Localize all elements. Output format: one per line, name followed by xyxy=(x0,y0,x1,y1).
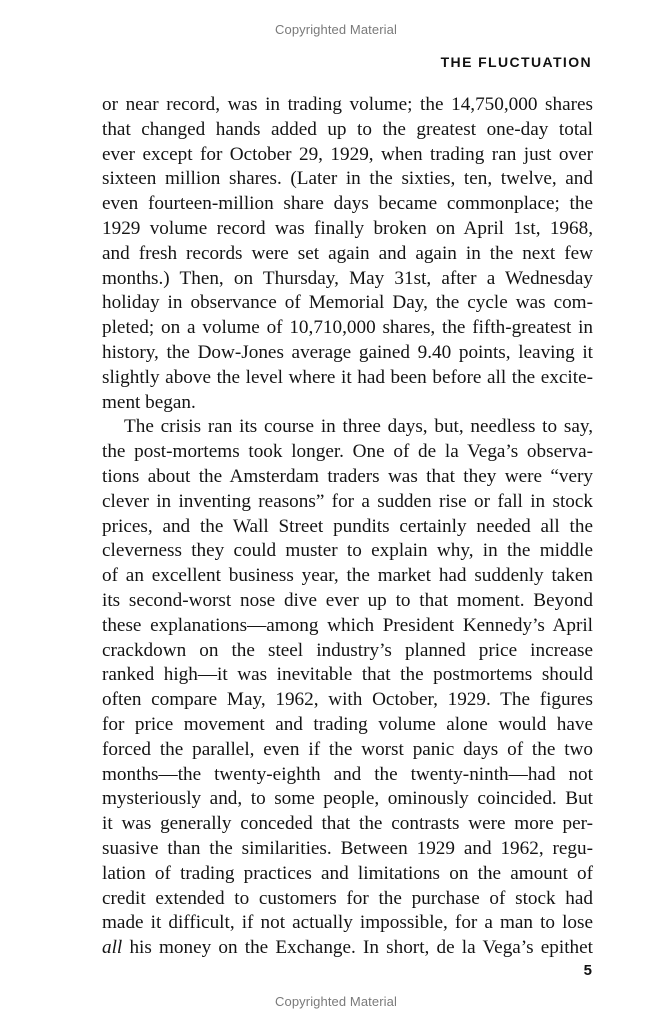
page-number: 5 xyxy=(583,962,592,979)
text-line: it was generally conceded that the contrasts were more per- xyxy=(102,813,593,835)
text-line: ranked high—it was inevitable that the postmortems should xyxy=(102,664,593,686)
text-line: holiday in observance of Memorial Day, the cycle was com- xyxy=(102,292,593,314)
text-line: its second-worst nose dive ever up to that moment. Beyond xyxy=(102,589,593,611)
text-line-final xyxy=(102,936,593,961)
text-line: cleverness they could muster to explain why, in the middle xyxy=(102,540,593,562)
text-line: made it difficult, if not actually impossible, for a man to lose xyxy=(102,912,593,934)
text-line: credit extended to customers for the purchase of stock had xyxy=(102,887,593,909)
italic-emphasis: all xyxy=(102,937,123,959)
text-line: months.) Then, on Thursday, May 31st, after a Wednesday xyxy=(102,267,593,289)
text-line: often compare May, 1962, with October, 1929. The figures xyxy=(102,689,593,711)
text-line: forced the parallel, even if the worst panic days of the two xyxy=(102,738,593,760)
text-line: these explanations—among which President Kennedy’s April xyxy=(102,614,593,636)
text-line: the post-mortems took longer. One of de la Vega’s observa- xyxy=(102,441,593,463)
text-line: 1929 volume record was finally broken on April 1st, 1968, xyxy=(102,217,593,239)
text-line: pleted; on a volume of 10,710,000 shares, the fifth-greatest in xyxy=(102,317,593,339)
text-line: or near record, was in trading volume; the 14,750,000 shares xyxy=(102,94,593,115)
text-line: of an excellent business year, the market had suddenly taken xyxy=(102,565,593,587)
text-line: and fresh records were set again and again in the next few xyxy=(102,242,593,264)
text-line: ever except for October 29, 1929, when trading ran just over xyxy=(102,143,593,165)
paragraph-end-line: ment began. xyxy=(102,391,196,413)
text-line: even fourteen-million share days became commonplace; the xyxy=(102,193,593,215)
text-line: mysteriously and, to some people, ominously coincided. But xyxy=(102,788,593,810)
text-line: for price movement and trading volume alone would have xyxy=(102,713,593,735)
running-head: THE FLUCTUATION xyxy=(440,54,592,70)
text-line: suasive than the similarities. Between 1929 and 1962, regu- xyxy=(102,837,593,859)
text-line: that changed hands added up to the greatest one-day total xyxy=(102,118,593,140)
text-line: slightly above the level where it had been before all the excite- xyxy=(102,366,593,388)
text-line: prices, and the Wall Street pundits certainly needed all the xyxy=(102,515,593,537)
text-line: crackdown on the steel industry’s planned price increase xyxy=(102,639,593,661)
copyright-watermark-top: Copyrighted Material xyxy=(275,22,397,37)
text-line: history, the Dow-Jones average gained 9.40 points, leaving it xyxy=(102,341,593,363)
text-line: lation of trading practices and limitations on the amount of xyxy=(102,862,593,884)
body-text xyxy=(102,93,593,961)
text-line-rest: his money on the Exchange. In short, de la Vega’s epithet xyxy=(122,937,593,959)
text-line: tions about the Amsterdam traders was that they were “very xyxy=(102,465,593,487)
text-line: sixteen million shares. (Later in the sixties, ten, twelve, and xyxy=(102,168,593,190)
copyright-watermark-bottom: Copyrighted Material xyxy=(275,994,397,1009)
text-line: months—the twenty-eighth and the twenty-ninth—had not xyxy=(102,763,593,785)
text-line: clever in inventing reasons” for a sudden rise or fall in stock xyxy=(102,490,593,512)
paragraph-start-line: The crisis ran its course in three days, but, needless to say, xyxy=(124,416,593,438)
